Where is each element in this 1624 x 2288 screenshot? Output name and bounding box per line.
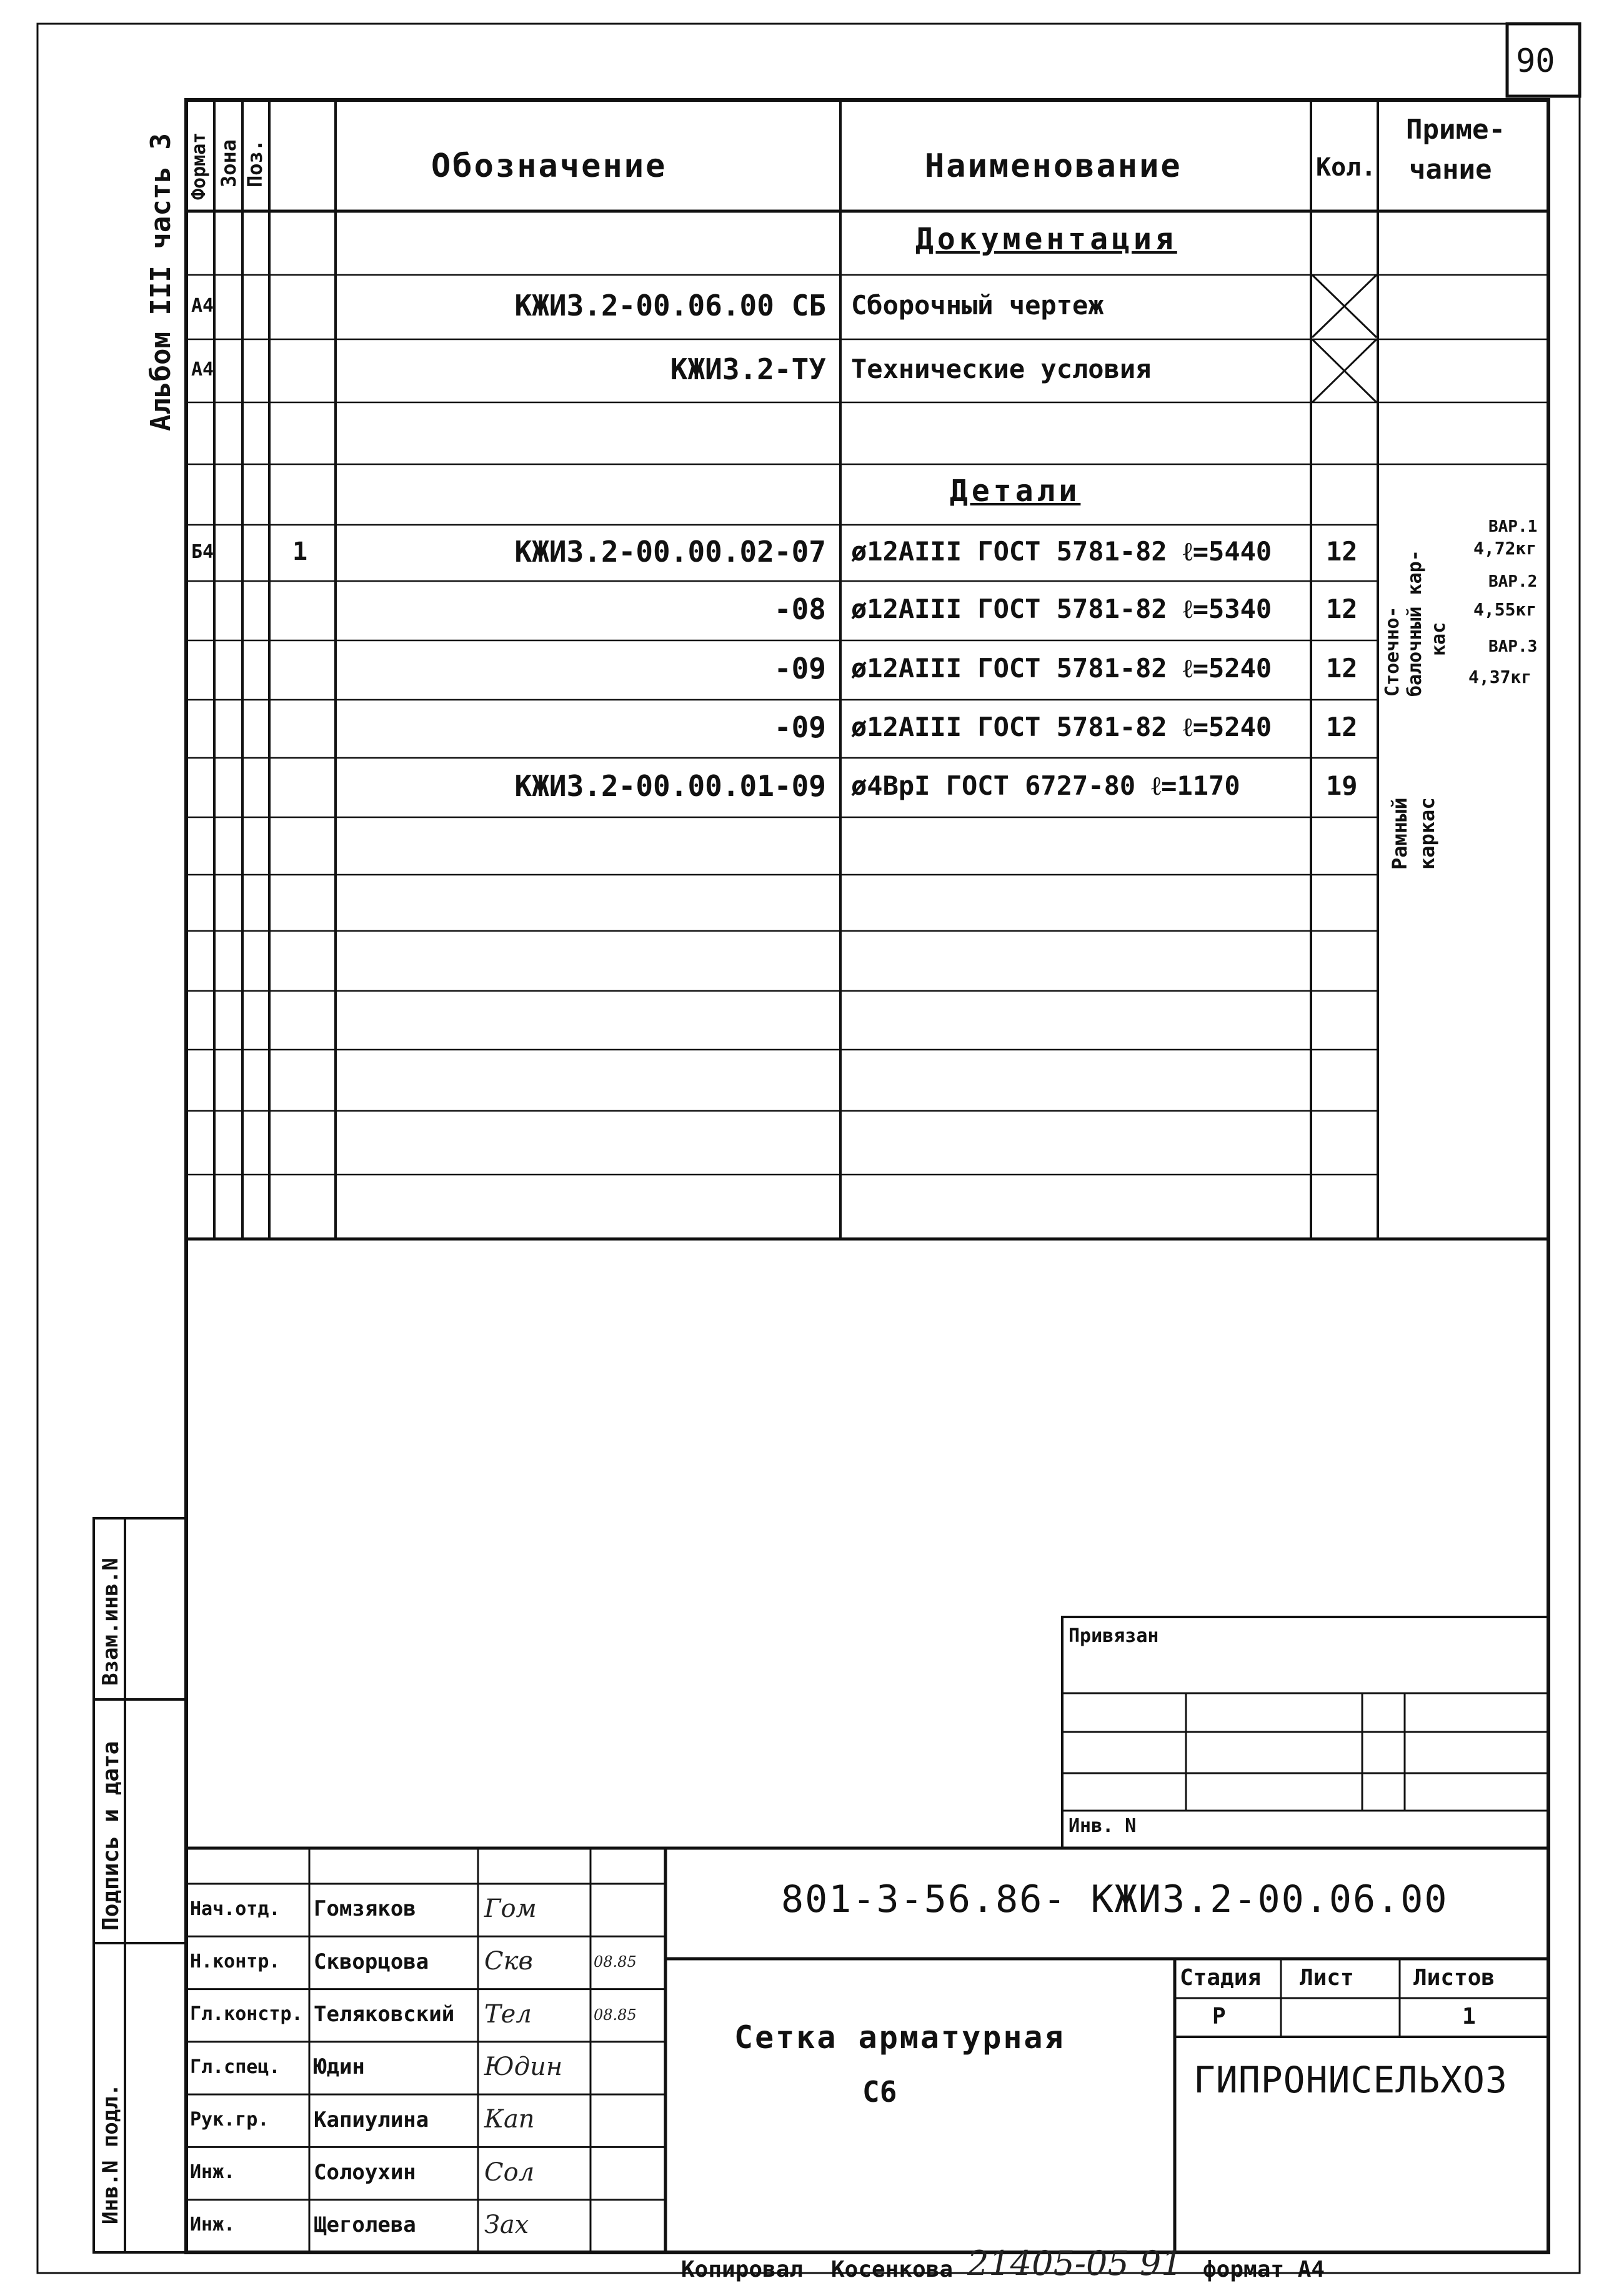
row-name: ø12АIII ГОСТ 5781-82 ℓ=5240 [851, 712, 1272, 743]
privyazan-inv: Инв. N [1069, 1815, 1137, 1837]
footer-copied-by: Косенкова [831, 2257, 954, 2282]
footer-format: формат А4 [1203, 2257, 1325, 2282]
row-format: А4 [191, 359, 214, 381]
row-quantity: 12 [1326, 653, 1358, 684]
row-designation: КЖИ3.2-ТУ [670, 352, 826, 387]
signatory-role: Нач.отд. [190, 1898, 281, 1920]
signatory-role: Инж. [190, 2161, 236, 2184]
note-var1: ВАР.1 [1488, 517, 1538, 536]
privyazan-label: Привязан [1069, 1625, 1159, 1647]
row-quantity: 12 [1326, 712, 1358, 743]
row-name: ø12АIII ГОСТ 5781-82 ℓ=5340 [851, 594, 1272, 625]
row-position: 1 [292, 537, 308, 566]
drawing-subtitle: С6 [862, 2075, 897, 2109]
header-designation: Обозначение [431, 147, 667, 185]
signatory-role: Гл.констр. [190, 2003, 303, 2026]
signatory-date: 08.85 [594, 2006, 637, 2024]
signature-handwritten: Юдин [484, 2052, 563, 2081]
footer-copied-label: Копировал [681, 2257, 804, 2282]
signature-handwritten: Зах [484, 2210, 529, 2239]
row-designation: -09 [774, 652, 826, 686]
signatory-role: Инж. [190, 2214, 236, 2236]
document-code: 801-3-56.86- КЖИ3.2-00.06.00 [781, 1878, 1448, 1921]
stamp-vzam: Взам.инв.N [98, 1558, 123, 1686]
signatory-role: Рук.гр. [190, 2108, 269, 2131]
note-var3: ВАР.3 [1488, 637, 1538, 656]
signatory-role: Гл.спец. [190, 2056, 281, 2078]
signatory-name: Щеголева [314, 2212, 416, 2238]
header-zone: Зона [217, 139, 241, 187]
sheets-label: Листов [1413, 1965, 1495, 1991]
row-designation: КЖИ3.2-00.00.01-09 [514, 769, 826, 803]
stamp-inv-podl: Инв.N подл. [98, 2083, 123, 2224]
signatory-name: Юдин [314, 2054, 365, 2080]
row-name: ø12АIII ГОСТ 5781-82 ℓ=5440 [851, 535, 1272, 567]
note-karkas: каркас [1415, 797, 1439, 870]
organization: ГИПРОНИСЕЛЬХОЗ [1193, 2059, 1508, 2101]
note-stoechno: Стоечно- [1382, 606, 1403, 697]
header-note-1: Приме- [1406, 114, 1505, 146]
signature-handwritten: Сол [484, 2157, 535, 2187]
header-format: Формат [188, 132, 210, 200]
header-name: Наименование [925, 147, 1182, 185]
signatory-role: Н.контр. [190, 1950, 281, 1972]
note-var1-mass: 4,72кг [1473, 538, 1537, 559]
row-section-heading: Документация [915, 222, 1177, 257]
note-var2: ВАР.2 [1488, 572, 1538, 591]
row-designation: -08 [774, 592, 826, 627]
signature-handwritten: Скв [484, 1947, 533, 1976]
row-designation: КЖИ3.2-00.00.02-07 [514, 534, 826, 569]
row-format: Б4 [191, 540, 214, 563]
signatory-name: Солоухин [314, 2159, 416, 2185]
sheet-label: Лист [1300, 1965, 1354, 1991]
note-var2-mass: 4,55кг [1473, 599, 1537, 620]
stage-value: Р [1212, 2004, 1226, 2029]
drawing-title: Сетка арматурная [734, 2019, 1065, 2056]
row-quantity: 12 [1326, 535, 1358, 567]
signatory-name: Теляковский [314, 2002, 455, 2027]
signature-handwritten: Тел [484, 1999, 532, 2029]
sheet-number: 90 [1516, 42, 1555, 80]
row-designation: КЖИ3.2-00.06.00 СБ [514, 289, 826, 323]
row-name: Технические условия [851, 354, 1152, 385]
signatory-name: Гомзяков [314, 1896, 416, 1922]
signatory-name: Капиулина [314, 2107, 429, 2132]
header-pos: Поз. [243, 139, 267, 187]
note-balochny: балочный кар- [1404, 550, 1426, 697]
signatory-name: Скворцова [314, 1949, 429, 1974]
signatory-date: 08.85 [594, 1953, 637, 1971]
stage-label: Стадия [1180, 1965, 1262, 1991]
header-note-2: чание [1409, 154, 1492, 186]
stamp-podpis: Подпись и дата [98, 1741, 124, 1931]
signature-handwritten: Кап [484, 2105, 535, 2134]
row-name: ø4ВрI ГОСТ 6727-80 ℓ=1170 [851, 770, 1240, 802]
row-quantity: 12 [1326, 594, 1358, 625]
signature-handwritten: Гом [484, 1894, 537, 1924]
row-section-heading: Детали [950, 473, 1081, 509]
footer-copied-number: 21405-05 91 [967, 2244, 1183, 2283]
row-name: ø12АIII ГОСТ 5781-82 ℓ=5240 [851, 653, 1272, 684]
row-designation: -09 [774, 710, 826, 745]
note-var3-mass: 4,37кг [1468, 667, 1532, 687]
header-qty: Кол. [1316, 153, 1377, 182]
note-ramny: Рамный [1388, 797, 1412, 870]
row-format: А4 [191, 295, 214, 317]
album-label: Альбом III часть 3 [145, 133, 177, 431]
note-kas: кас [1428, 622, 1450, 656]
row-name: Сборочный чертеж [851, 290, 1104, 321]
sheets-value: 1 [1462, 2004, 1476, 2029]
row-quantity: 19 [1326, 770, 1358, 802]
